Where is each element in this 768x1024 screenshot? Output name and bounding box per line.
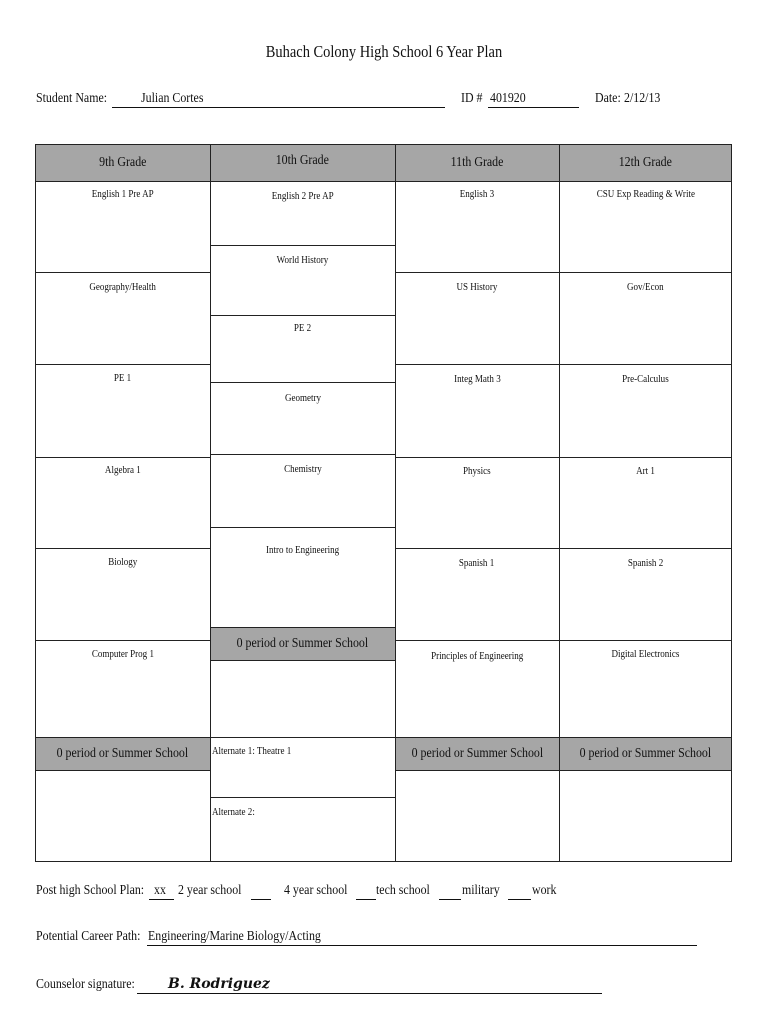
g9-row-line: [35, 640, 210, 641]
course-label: Chemistry: [283, 463, 322, 475]
plan-4yr-blank[interactable]: [251, 899, 271, 900]
course-cell[interactable]: [559, 557, 732, 569]
g11-summer-label: 0 period or Summer School: [411, 745, 543, 761]
g10-row-line: [210, 315, 395, 316]
course-cell[interactable]: [395, 373, 559, 385]
g11-12-row-line: [395, 457, 732, 458]
plan-2yr-blank[interactable]: [149, 899, 174, 900]
g10-row-line: [210, 527, 395, 528]
course-label: PE 2: [293, 322, 312, 334]
header-9th-grade-label: 9th Grade: [98, 154, 147, 170]
table-border-bottom: [35, 861, 732, 862]
g11-12-row-line: [395, 640, 732, 641]
col-divider-1: [210, 144, 211, 861]
g9-row-line: [35, 548, 210, 549]
student-name-value[interactable]: Julian Cortes: [141, 91, 204, 106]
plan-work-blank[interactable]: [508, 899, 531, 900]
header-9th-grade: [35, 144, 210, 181]
plan-military-blank[interactable]: [439, 899, 461, 900]
header-12th-grade-label: 12th Grade: [618, 154, 673, 170]
course-cell[interactable]: [559, 373, 732, 385]
course-label: Gov/Econ: [627, 281, 664, 293]
header-10th-grade-label: 10th Grade: [275, 152, 330, 168]
g10-summer-label: 0 period or Summer School: [236, 635, 369, 651]
date-label: Date:: [595, 91, 621, 106]
g10-row-line: [210, 245, 395, 246]
course-cell[interactable]: [35, 556, 210, 568]
course-cell[interactable]: [35, 372, 210, 384]
plan-4yr-option: 4 year school: [284, 883, 348, 898]
career-label: Potential Career Path:: [36, 929, 141, 944]
course-label: Geography/Health: [89, 281, 156, 293]
career-underline: [147, 945, 697, 946]
plan-military-option: military: [462, 883, 500, 898]
course-cell[interactable]: [210, 392, 395, 404]
header-11th-grade-label: 11th Grade: [450, 154, 504, 170]
career-value[interactable]: Engineering/Marine Biology/Acting: [148, 929, 321, 944]
course-label: CSU Exp Reading & Write: [596, 188, 695, 200]
header-11th-grade: [395, 144, 559, 181]
g12-summer-label: 0 period or Summer School: [579, 745, 712, 761]
course-label: Geometry: [284, 392, 321, 404]
course-cell[interactable]: [395, 650, 559, 662]
g10-row-line: [210, 382, 395, 383]
course-cell[interactable]: [35, 648, 210, 660]
course-label: Algebra 1: [104, 464, 141, 476]
plan-2yr-option: 2 year school: [178, 883, 242, 898]
g10-row-line: [210, 737, 395, 738]
header-bottom-line: [35, 181, 732, 182]
g9-row-line: [35, 457, 210, 458]
course-cell[interactable]: [210, 190, 395, 202]
course-cell[interactable]: [395, 465, 559, 477]
student-name-label: Student Name:: [36, 91, 108, 106]
course-cell[interactable]: [559, 465, 732, 477]
plan-2yr-mark: xx: [154, 883, 166, 898]
id-value[interactable]: 401920: [490, 91, 526, 106]
course-label: English 1 Pre AP: [91, 188, 154, 200]
course-cell[interactable]: [559, 648, 732, 660]
course-label: Biology: [107, 556, 138, 568]
course-cell[interactable]: [210, 322, 395, 334]
g12-summer-header: [559, 737, 732, 770]
g11-12-row-line: [395, 272, 732, 273]
g10-summer-header: [210, 627, 395, 660]
course-label: Pre-Calculus: [622, 373, 669, 385]
course-label: Intro to Engineering: [265, 544, 340, 556]
course-label: Physics: [463, 465, 491, 477]
course-cell[interactable]: [35, 464, 210, 476]
course-label: Art 1: [636, 465, 655, 477]
g9-row-line: [35, 272, 210, 273]
signature-underline: [137, 993, 602, 994]
g11-12-row-line: [395, 770, 732, 771]
id-label: ID #: [461, 91, 483, 106]
plan-tech-option: tech school: [376, 883, 430, 898]
plan-tech-blank[interactable]: [356, 899, 376, 900]
course-cell[interactable]: [395, 188, 559, 200]
course-label: Digital Electronics: [611, 648, 680, 660]
post-plan-label: Post high School Plan:: [36, 883, 145, 898]
course-label: PE 1: [113, 372, 132, 384]
g10-alternate-2[interactable]: Alternate 2:: [212, 806, 255, 818]
header-12th-grade: [559, 144, 732, 181]
g9-row-line: [35, 364, 210, 365]
page-title: Buhach Colony High School 6 Year Plan: [265, 42, 503, 61]
course-cell[interactable]: [210, 254, 395, 266]
course-cell[interactable]: [559, 281, 732, 293]
course-label: English 2 Pre AP: [271, 190, 334, 202]
course-cell[interactable]: [210, 544, 395, 556]
g9-summer-label: 0 period or Summer School: [56, 745, 189, 761]
g9-summer-header: [35, 737, 210, 770]
counselor-signature[interactable]: B. Rodriguez: [168, 976, 270, 992]
course-label: Spanish 1: [459, 557, 495, 569]
course-cell[interactable]: [35, 281, 210, 293]
course-label: Integ Math 3: [453, 373, 501, 385]
g11-summer-header: [395, 737, 559, 770]
course-label: English 3: [459, 188, 495, 200]
course-label: World History: [276, 254, 329, 266]
counselor-label: Counselor signature:: [36, 977, 135, 992]
course-cell[interactable]: [210, 463, 395, 475]
course-label: Computer Prog 1: [91, 648, 154, 660]
course-cell[interactable]: [35, 188, 210, 200]
course-cell[interactable]: [559, 188, 732, 200]
g11-12-row-line: [395, 548, 732, 549]
header-10th-grade: [210, 144, 395, 177]
course-cell[interactable]: [395, 281, 559, 293]
course-label: Spanish 2: [627, 557, 664, 569]
course-label: US History: [456, 281, 498, 293]
g10-row-line: [210, 797, 395, 798]
student-name-underline: [112, 107, 445, 108]
g11-12-row-line: [395, 364, 732, 365]
g10-row-line: [210, 660, 395, 661]
g10-row-line: [210, 454, 395, 455]
g9-row-line: [35, 770, 210, 771]
course-cell[interactable]: [395, 557, 559, 569]
date-value[interactable]: 2/12/13: [624, 91, 661, 106]
id-underline: [488, 107, 579, 108]
plan-work-option: work: [532, 883, 557, 898]
course-label: Principles of Engineering: [430, 650, 524, 662]
g10-alternate-1[interactable]: Alternate 1: Theatre 1: [212, 745, 292, 757]
